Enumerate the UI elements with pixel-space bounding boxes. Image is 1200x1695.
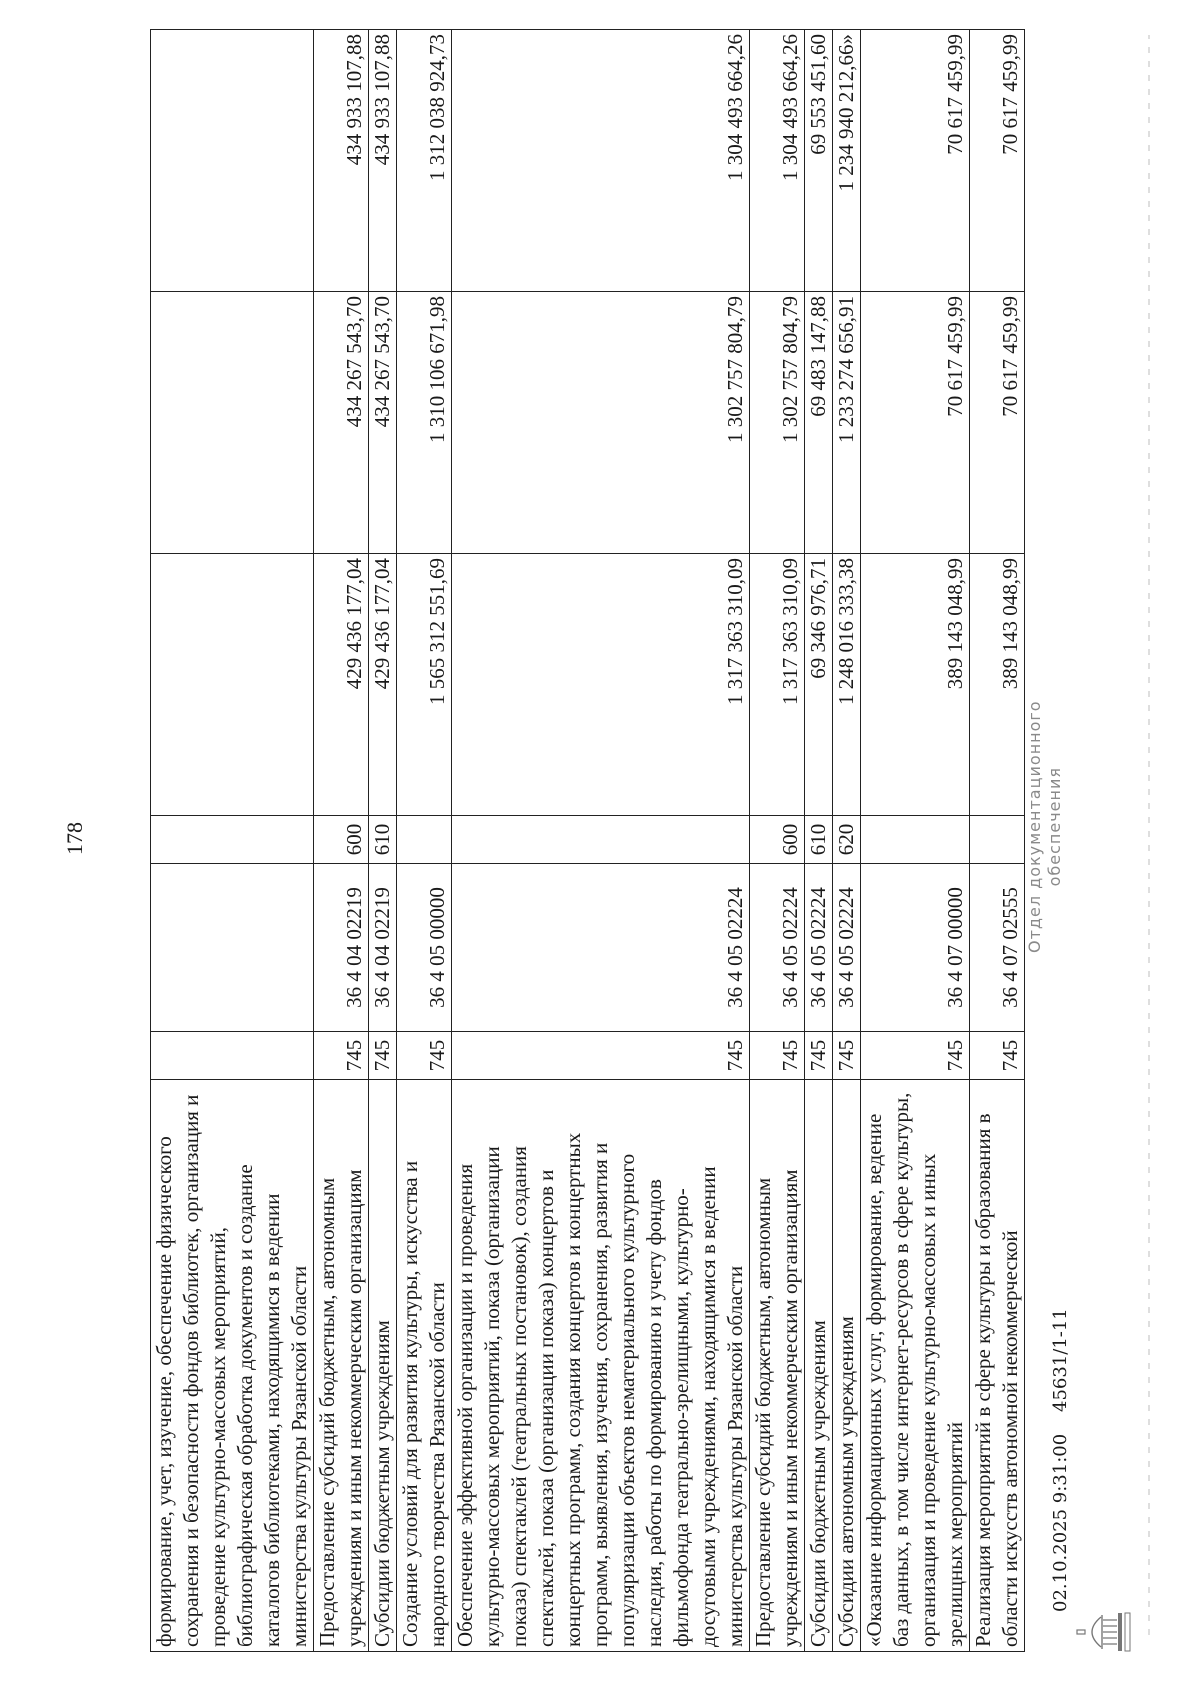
- footer-timestamp: 02.10.2025 9:31:00: [1050, 1433, 1071, 1612]
- table-row: [369, 30, 397, 1652]
- stamp-line-2: обеспечения: [1045, 767, 1064, 887]
- row-amount-year3: 1 304 493 664,26: [452, 30, 750, 292]
- row-expense-type: [970, 816, 1025, 864]
- row-target-article: 36 4 05 02224: [750, 864, 805, 1032]
- row-amount-year3: 69 553 451,60: [805, 30, 833, 292]
- row-amount-year2: 434 267 543,70: [369, 292, 397, 554]
- table-row: [397, 30, 452, 1652]
- row-code: [151, 1032, 314, 1080]
- row-name: Субсидии автономным учреждениям: [833, 1080, 861, 1652]
- row-expense-type: 620: [833, 816, 861, 864]
- table-row: [805, 30, 833, 1652]
- row-amount-year3: 1 234 940 212,66»: [833, 30, 861, 292]
- row-amount-year2: 1 310 106 671,98: [397, 292, 452, 554]
- row-amount-year3: 70 617 459,99: [861, 30, 970, 292]
- row-target-article: 36 4 05 02224: [805, 864, 833, 1032]
- row-code: 745: [314, 1032, 369, 1080]
- row-expense-type: 600: [750, 816, 805, 864]
- row-expense-type: 610: [805, 816, 833, 864]
- row-name: Создание условий для развития культуры, искусства и народного творчества Рязанской области: [397, 1080, 452, 1652]
- row-amount-year1: 1 248 016 333,38: [833, 554, 861, 816]
- row-amount-year1: 389 143 048,99: [861, 554, 970, 816]
- row-code: 745: [452, 1032, 750, 1080]
- row-amount-year3: 1 312 038 924,73: [397, 30, 452, 292]
- table-row: [151, 30, 314, 1652]
- duma-logo-icon: [1075, 1609, 1133, 1655]
- footer-document-id: 45631/1-11: [1050, 1308, 1071, 1412]
- row-expense-type: [151, 816, 314, 864]
- budget-table: [150, 29, 1025, 1652]
- row-amount-year2: 70 617 459,99: [861, 292, 970, 554]
- row-code: 745: [397, 1032, 452, 1080]
- row-amount-year1: 429 436 177,04: [314, 554, 369, 816]
- row-target-article: 36 4 04 02219: [314, 864, 369, 1032]
- row-amount-year2: 1 302 757 804,79: [750, 292, 805, 554]
- row-amount-year3: 434 933 107,88: [369, 30, 397, 292]
- table-row: [452, 30, 750, 1652]
- row-code: 745: [970, 1032, 1025, 1080]
- row-name: формирование, учет, изучение, обеспечение физического сохранения и безопасности фондов библиотек, организация и проведение культурно-массовых мероприятий, библиографическая обработка документов и создание каталогов библиотеками, находящимися в ведении министерства культуры Рязанской области: [151, 1080, 314, 1652]
- row-target-article: 36 4 05 02224: [452, 864, 750, 1032]
- stamp-line-1: Отдел документационного: [1025, 700, 1044, 953]
- row-name: Реализация мероприятий в сфере культуры и образования в области искусств автономной некоммерческой: [970, 1080, 1025, 1652]
- row-amount-year2: 434 267 543,70: [314, 292, 369, 554]
- row-target-article: 36 4 04 02219: [369, 864, 397, 1032]
- table-row: [314, 30, 369, 1652]
- row-amount-year3: 70 617 459,99: [970, 30, 1025, 292]
- scan-noise-line: [1148, 35, 1150, 1635]
- row-target-article: 36 4 07 00000: [861, 864, 970, 1032]
- row-name: «Оказание информационных услуг, формирование, ведение баз данных, в том числе интернет-ресурсов в сфере культуры, организация и проведение культурно-массовых и иных зрелищных мероприятий: [861, 1080, 970, 1652]
- row-amount-year1: 1 317 363 310,09: [750, 554, 805, 816]
- row-amount-year2: 70 617 459,99: [970, 292, 1025, 554]
- row-amount-year1: 1 317 363 310,09: [452, 554, 750, 816]
- row-amount-year2: 1 302 757 804,79: [452, 292, 750, 554]
- row-expense-type: [397, 816, 452, 864]
- row-amount-year2: 1 233 274 656,91: [833, 292, 861, 554]
- row-name: Обеспечение эффективной организации и проведения культурно-массовых мероприятий, показа (организации показа) спектаклей (театральных постановок), создания спектаклей, показа (организации показа) концертов и концертных программ, создания концертов и концертных программ, выявления, изучения, сохранения, развития и популяризации объектов нематериального культурного наследия, работы по формированию и учету фондов фильмофонда театрально-зрелищными, культурно-досуговыми учреждениями, находящимися в ведении министерства культуры Рязанской области: [452, 1080, 750, 1652]
- row-expense-type: 600: [314, 816, 369, 864]
- table-row: [833, 30, 861, 1652]
- row-code: 745: [369, 1032, 397, 1080]
- row-amount-year1: 69 346 976,71: [805, 554, 833, 816]
- table-row: [861, 30, 970, 1652]
- row-expense-type: [452, 816, 750, 864]
- row-amount-year2: 69 483 147,88: [805, 292, 833, 554]
- row-target-article: [151, 864, 314, 1032]
- department-stamp: [1025, 700, 1065, 953]
- row-code: 745: [861, 1032, 970, 1080]
- row-target-article: 36 4 07 02555: [970, 864, 1025, 1032]
- row-code: 745: [805, 1032, 833, 1080]
- row-amount-year3: 434 933 107,88: [314, 30, 369, 292]
- row-amount-year3: 1 304 493 664,26: [750, 30, 805, 292]
- row-code: 745: [833, 1032, 861, 1080]
- table-row: [750, 30, 805, 1652]
- row-amount-year1: [151, 554, 314, 816]
- row-name: Предоставление субсидий бюджетным, автономным учреждениям и иным некоммерческим организациям: [750, 1080, 805, 1652]
- row-amount-year3: [151, 30, 314, 292]
- row-amount-year1: 389 143 048,99: [970, 554, 1025, 816]
- page-number: 178: [62, 822, 87, 855]
- row-target-article: 36 4 05 02224: [833, 864, 861, 1032]
- row-name: Предоставление субсидий бюджетным, автономным учреждениям и иным некоммерческим организациям: [314, 1080, 369, 1652]
- row-amount-year1: 1 565 312 551,69: [397, 554, 452, 816]
- row-target-article: 36 4 05 00000: [397, 864, 452, 1032]
- row-name: Субсидии бюджетным учреждениям: [369, 1080, 397, 1652]
- row-expense-type: 610: [369, 816, 397, 864]
- row-expense-type: [861, 816, 970, 864]
- row-name: Субсидии бюджетным учреждениям: [805, 1080, 833, 1652]
- table-row: [970, 30, 1025, 1652]
- row-amount-year2: [151, 292, 314, 554]
- row-code: 745: [750, 1032, 805, 1080]
- row-amount-year1: 429 436 177,04: [369, 554, 397, 816]
